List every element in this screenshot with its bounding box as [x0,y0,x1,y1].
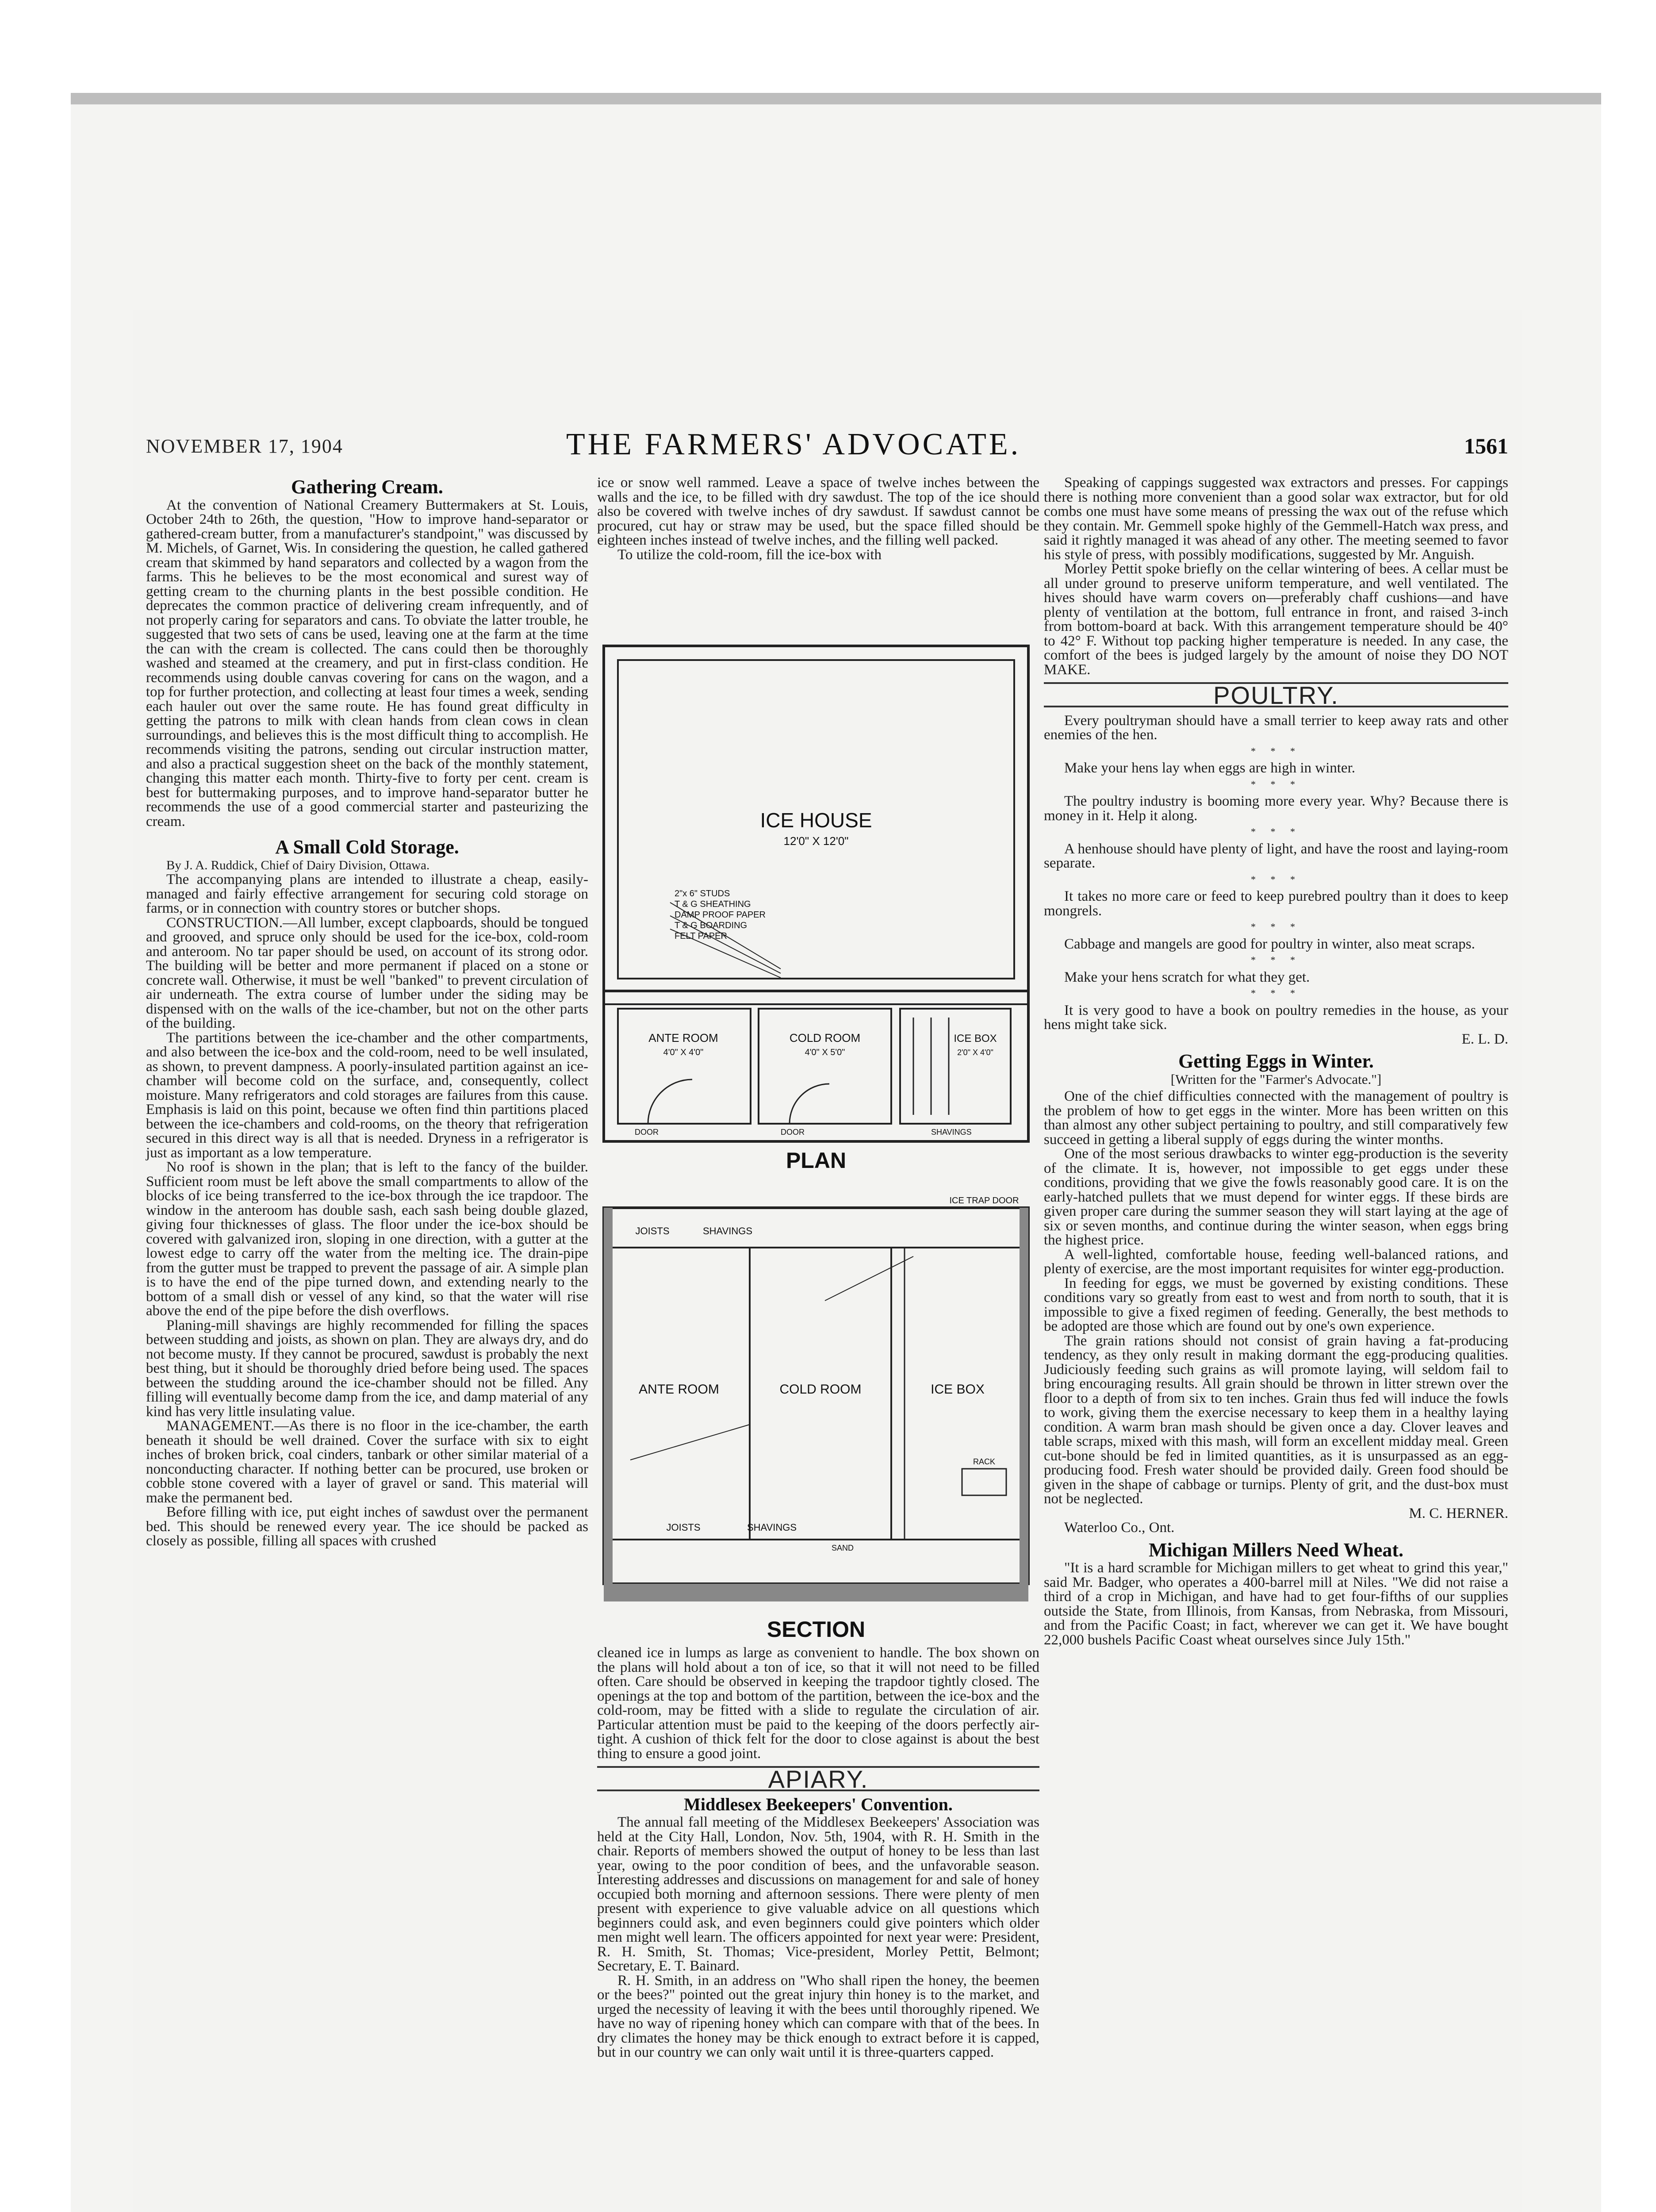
article-paragraph: MANAGEMENT.—As there is no floor in the ice-chamber, the earth beneath it should be well drained. Cover the surface with six to eight inches of broken brick, coal cinders, tanbark or other similar material of a nonconducting character. If nothing better can be procured, use broken or cobble stone covered with a layer of gravel or sand. This material will make the permanent bed. [146,1418,588,1506]
article-paragraph: One of the most serious drawbacks to winter egg-production is the severity of the climate. It is, however, not impossible to get eggs under these conditions, providing that we give the fowls reasonably good care. It is on the early-hatched pullets that we must depend for winter eggs. If these birds are given proper care during the summer season they will start laying at the age of six or seven months, and continue during the winter season, when eggs bring the highest price. [1044,1146,1508,1248]
article-paragraph: CONSTRUCTION.—All lumber, except clapboards, should be tongued and grooved, and spruce only should be used for the ice-box, cold-room and anteroom. No tar paper should be used, on account of its strong odor. The building will be better and more permanent if placed on a stone or concrete wall. Otherwise, it must be well "banked" to prevent circulation of air underneath. The extra course of lumber under the siding may be dispensed with on the walls of the ice-chamber, but not on the other parts of the building. [146,914,588,1031]
ante-room-label: ANTE ROOM [648,1031,718,1045]
article-paragraph: A well-lighted, comfortable house, feeding well-balanced rations, and plenty of exercise, are the most important requisites for winter egg-production. [1044,1246,1508,1277]
masthead-title: THE FARMERS' ADVOCATE. [566,427,1021,461]
article-paragraph: Morley Pettit spoke briefly on the cellar wintering of bees. A cellar must be all under ground to preserve uniform temperature, and well ventilated. The hives should have warm covers on—preferably chaff cushions—and have plenty of ventilation at the bottom, full entrance in front, and raised 3-inch from bottom-board at back. With this arrangement temperature should be 40° to 42° F. Without top packing higher temperature is needed. In any case, the comfort of the bees is judged largely by the amount of noise they DO NOT MAKE. [1044,561,1508,678]
page-header [146,427,1508,462]
rack-label: RACK [973,1457,996,1466]
door-swing [790,1084,829,1124]
article-paragraph: At the convention of National Creamery Buttermakers at St. Louis, October 24th to 26th, the question, "How to improve hand-separator or gathered-cream butter, from a manufacturer's standpoint," was discussed by M. Michels, of Garnet, Wis. In considering the question, he called gathered cream that skimmed by hand separators and collected by a wagon from the farms. This he believes to be the most economical and surest way of getting cream to the churning plants in the best possible condition. He deprecates the common practice of delivering cream infrequently, and of not properly caring for separators and cans. To obviate the latter trouble, he suggested that two sets of cans be used, leaving one at the farm at the time the can with the cream is collected. The cans could then be thoroughly washed and steamed at the creamery, and put in first-class condition. He recommends using double canvas covering for cans on the wagon, and a top for further protection, and collecting at least four times a week, sending each hauler out over the same route. He has found great difficulty in getting the patrons to milk with clean hands from clean cows in clean surroundings, and believes this is the most difficult thing to accomplish. He recommends visiting the patrons, sending out circular instruction matter, and also a practical suggestion sheet on the back of the monthly statement, changing this matter each month. Thirty-five to forty per cent. cream is best for buttermaking purposes, and to improve hand-separator butter he recommends the use of a good commercial starter and pasteurizing the cream. [146,497,588,830]
cold-storage-diagram-svg [595,619,1042,1650]
leader-line [630,1425,750,1460]
separator-stars: * * * [1251,826,1301,837]
joists-label: JOISTS [666,1522,701,1533]
article-paragraph: Before filling with ice, put eight inches of sawdust over the permanent bed. This should be renewed every year. The ice should be packed as closely as possible, filling all spaces with crushed [146,1504,588,1549]
column-3 [1044,476,1508,2212]
ante-room-wall [618,1009,751,1124]
author-location: Waterloo Co., Ont. [1064,1520,1175,1536]
separator-stars: * * * [1251,778,1301,790]
wall-note: T & G BOARDING [675,921,748,930]
article-heading: Middlesex Beekeepers' Convention. [684,1794,953,1814]
section-caption: SECTION [767,1617,866,1642]
separator-stars: * * * [1251,873,1301,885]
article-paragraph: Planing-mill shavings are highly recommended for filling the spaces between studding and joists, as shown on plan. They are always dry, and do not become musty. If they cannot be procured, sawdust is probably the next best thing, but it should be thoroughly dried before being used. The spaces between the studding around the ice-chamber should not be filled. Any filling will eventually become damp from the ice, and damp material of any kind has very little insulating value. [146,1317,588,1420]
section-heading-poultry: POULTRY. [1044,682,1508,707]
poultry-item: It is very good to have a book on poultry remedies in the house, as your hens might take sick. [1044,1002,1508,1033]
shavings-label: SHAVINGS [747,1522,797,1533]
author-signature: E. L. D. [1461,1031,1508,1047]
trap-door-label: ICE TRAP DOOR [949,1196,1019,1206]
stone-foundation [604,1584,1028,1601]
separator-stars: * * * [1251,921,1301,932]
cold-room-label: COLD ROOM [789,1031,861,1045]
article-heading: Gathering Cream. [291,476,443,498]
article-heading: A Small Cold Storage. [275,836,459,858]
leader-line [825,1256,913,1301]
article-paragraph: The partitions between the ice-chamber and the other compartments, and also between the ice-box and the cold-room, need to be well insulated, as shown, to prevent dampness. A poorly-insulated partition against an ice-chamber will become cold on the surface, and, consequently, collect moisture. Many refrigerators and cold storages are failures from this cause. Emphasis is laid on this point, because we often find thin partitions placed between the ice-chambers and cold-rooms, on the theory that refrigeration secured in this direct way is all that is needed. Dryness in a refrigerator is just as important as a low temperature. [146,1029,588,1161]
plan-outer-wall [604,646,1028,1141]
wall-hatch [1020,1208,1028,1584]
scan-edge-shadow [71,93,1601,104]
cold-room-dimensions: 4'0" X 5'0" [805,1048,845,1057]
poultry-item: It takes no more care or feed to keep purebred poultry than it does to keep mongrels. [1044,888,1508,919]
door-swing [648,1079,692,1124]
ice-house-dimensions: 12'0" X 12'0" [783,834,849,848]
article-paragraph: ice or snow well rammed. Leave a space of twelve inches between the walls and the ice, to be filled with dry sawdust. The top of the ice should also be covered with twelve inches of dry sawdust. If sawdust cannot be procured, cut hay or straw may be used, but the space filled should be eighteen inches instead of twelve inches, and the filling well packed. [597,475,1039,548]
article-paragraph: The grain rations should not consist of grain having a fat-producing tendency, as they only result in making dormant the egg-producing qualities. Judiciously feeding such grains as will promote laying, will seldom fail to bring encouraging results. All grain should be thrown in litter strewn over the floor to a depth of from six to ten inches. Grain thus fed will induce the fowls to work, giving them the exercise necessary to keep them in a healthy laying condition. A warm bran mash should be given once a day. Clover leaves and table scraps, mixed with this mash, will form an excellent midday meal. Green cut-bone should be fed in limited quantities, as it is unsurpassed as an egg-producing food. Fresh water should be provided daily. Green food should be given in the shape of cabbage or turnips. Plenty of grit, and the dust-box must not be neglected. [1044,1333,1508,1507]
ice-box-label: ICE BOX [954,1033,997,1045]
poultry-item: Cabbage and mangels are good for poultry in winter, also meat scraps. [1064,936,1475,952]
plan-caption: PLAN [786,1148,847,1173]
separator-stars: * * * [1251,987,1301,998]
poultry-item: The poultry industry is booming more every year. Why? Because there is money in it. Help it along. [1044,793,1508,824]
ice-box-rack [962,1469,1006,1495]
article-paragraph: R. H. Smith, in an address on "Who shall ripen the honey, the beemen or the bees?" pointed out the great injury thin honey is to the market, and urged the necessity of leaving it with the bees until thoroughly ripened. We have no way of ripening honey which can compare with that of the bees. In dry climates the honey may be thick enough to extract before it is capped, but in our country we can only wait until it is three-quarters capped. [597,1972,1039,2060]
author-signature: M. C. HERNER. [1409,1505,1508,1521]
cold-storage-diagram [595,619,1042,1650]
ante-room-dimensions: 4'0" X 4'0" [663,1048,704,1057]
shavings-label: SHAVINGS [702,1225,753,1237]
wall-note: DAMP PROOF PAPER [675,910,766,920]
article-byline: By J. A. Ruddick, Chief of Dairy Division, Ottawa. [166,858,430,872]
wall-note: FELT PAPER [675,931,727,941]
article-paragraph: The annual fall meeting of the Middlesex Beekeepers' Association was held at the City Hall, London, Nov. 5th, 1904, with R. H. Smith in the chair. Reports of members showed the output of honey to be less than last year, owing to the poor condition of bees, and the unfavorable season. Interesting addresses and discussions on management for and sale of honey occupied both morning and afternoon sessions. There were plenty of men present with experience to give valuable advice on all questions which beginners could ask, and even beginners could give pointers which older men might well learn. The officers appointed for next year were: President, R. H. Smith, St. Thomas; Vice-president, Morley Pettit, Belmont; Secretary, E. T. Bainard. [597,1814,1039,1974]
section-cold-room-label: COLD ROOM [779,1382,862,1397]
article-paragraph: cleaned ice in lumps as large as convenient to handle. The box shown on the plans will hold about a ton of ice, so that it will not need to be filled often. Care should be observed in keeping the trapdoor tightly closed. The openings at the top and bottom of the partition, between the ice-box and the cold-room, may be fitted with a slide to regulate the circulation of air. Particular attention must be paid to the keeping of the doors perfectly air-tight. A cushion of thick felt for the door to close against is about the best thing to ensure a good joint. [597,1645,1039,1762]
wall-hatch [604,1208,613,1584]
shavings-label: SHAVINGS [931,1128,972,1137]
separator-stars: * * * [1251,745,1301,757]
page-number: 1561 [1464,434,1508,458]
section-heading-apiary: APIARY. [597,1766,1039,1791]
column-2-top [597,476,1039,562]
article-heading: Getting Eggs in Winter. [1178,1050,1374,1072]
wall-note: T & G SHEATHING [675,899,751,909]
poultry-item: Every poultryman should have a small terrier to keep away rats and other enemies of the hen. [1044,712,1508,743]
ice-box-dimensions: 2'0" X 4'0" [957,1048,993,1057]
article-paragraph: To utilize the cold-room, fill the ice-box with [617,546,882,563]
article-paragraph: In feeding for eggs, we must be governed by existing conditions. These conditions vary so greatly from east to west and from north to south, that it is impossible to give a fixed regimen of feeding. Generally, the best methods to be adopted are those which are found out by one's own experience. [1044,1275,1508,1334]
cold-room-wall [759,1009,891,1124]
poultry-item: A henhouse should have plenty of light, and have the roost and laying-room separate. [1044,841,1508,871]
article-heading: Michigan Millers Need Wheat. [1149,1539,1403,1561]
wall-note: 2"x 6" STUDS [675,889,730,899]
article-paragraph: The accompanying plans are intended to illustrate a cheap, easily-managed and fairly effective arrangement for securing cold storage on farms, or in connection with country stores or butcher shops. [146,872,588,916]
door-label: DOOR [635,1128,659,1137]
section-ante-room-label: ANTE ROOM [639,1382,719,1397]
ice-house-label: ICE HOUSE [760,809,872,832]
ice-box-wall [900,1009,1011,1124]
sand-label: SAND [831,1544,854,1552]
poultry-item: Make your hens lay when eggs are high in winter. [1064,760,1356,776]
door-label: DOOR [781,1128,805,1137]
scan-border-top [0,0,1656,93]
column-1 [146,476,588,2212]
column-2-bottom [597,1646,1039,2212]
article-paragraph: "It is a hard scramble for Michigan millers to get wheat to grind this year," said Mr. Badger, who operates a 400-barrel mill at Niles. "We did not raise a third of a crop in Michigan, and have had to get four-fifths of our supplies outside the State, from Illinois, from Kansas, from Nebraska, from Missouri, and from the Pacific Coast; in fact, wherever we can get it. We have bought 22,000 bushels Pacific Coast wheat ourselves since July 15th." [1044,1560,1508,1648]
scan-border-left [0,0,71,2212]
article-paragraph: No roof is shown in the plan; that is left to the fancy of the builder. Sufficient room must be left above the small compartments to allow of the blocks of ice being transferred to the ice-box through the ice trapdoor. The window in the anteroom has double sash, each sash being double glazed, giving four thicknesses of glass. The floor under the ice-box should be covered with galvanized iron, sloping in one direction, with a gutter at the lowest edge to carry off the water from the melting ice. The drain-pipe from the gutter must be trapped to prevent the passage of air. A simple plan is to have the end of the pipe turned down, and extending nearly to the bottom of a small dish or vessel of any kind, so that the water will rise above the end of the pipe before the dish overflows. [146,1159,588,1319]
article-paragraph: One of the chief difficulties connected with the management of poultry is the problem of how to get eggs in the winter. More has been written on this than almost any other subject pertaining to poultry, and still comparatively few succeed in getting a liberal supply of eggs during the winter months. [1044,1088,1508,1148]
section-ice-box-label: ICE BOX [931,1382,985,1397]
issue-date: NOVEMBER 17, 1904 [146,435,343,457]
article-paragraph: Speaking of cappings suggested wax extractors and presses. For cappings there is nothing more convenient than a good solar wax extractor, but for old combs one must have some means of pressing the wax out of the refuse which they contain. Mr. Gemmell spoke highly of the Gemmell-Hatch wax press, and said it rightly managed it was ahead of any other. The meeting seemed to favor his style of press, with possibly modifications, suggested by Mr. Anguish. [1044,475,1508,563]
article-subheading: [Written for the "Farmer's Advocate."] [1170,1071,1382,1087]
poultry-item: Make your hens scratch for what they get. [1064,969,1310,985]
joists-label: JOISTS [635,1225,670,1237]
separator-stars: * * * [1251,954,1301,965]
scan-border-right [1601,0,1656,2212]
